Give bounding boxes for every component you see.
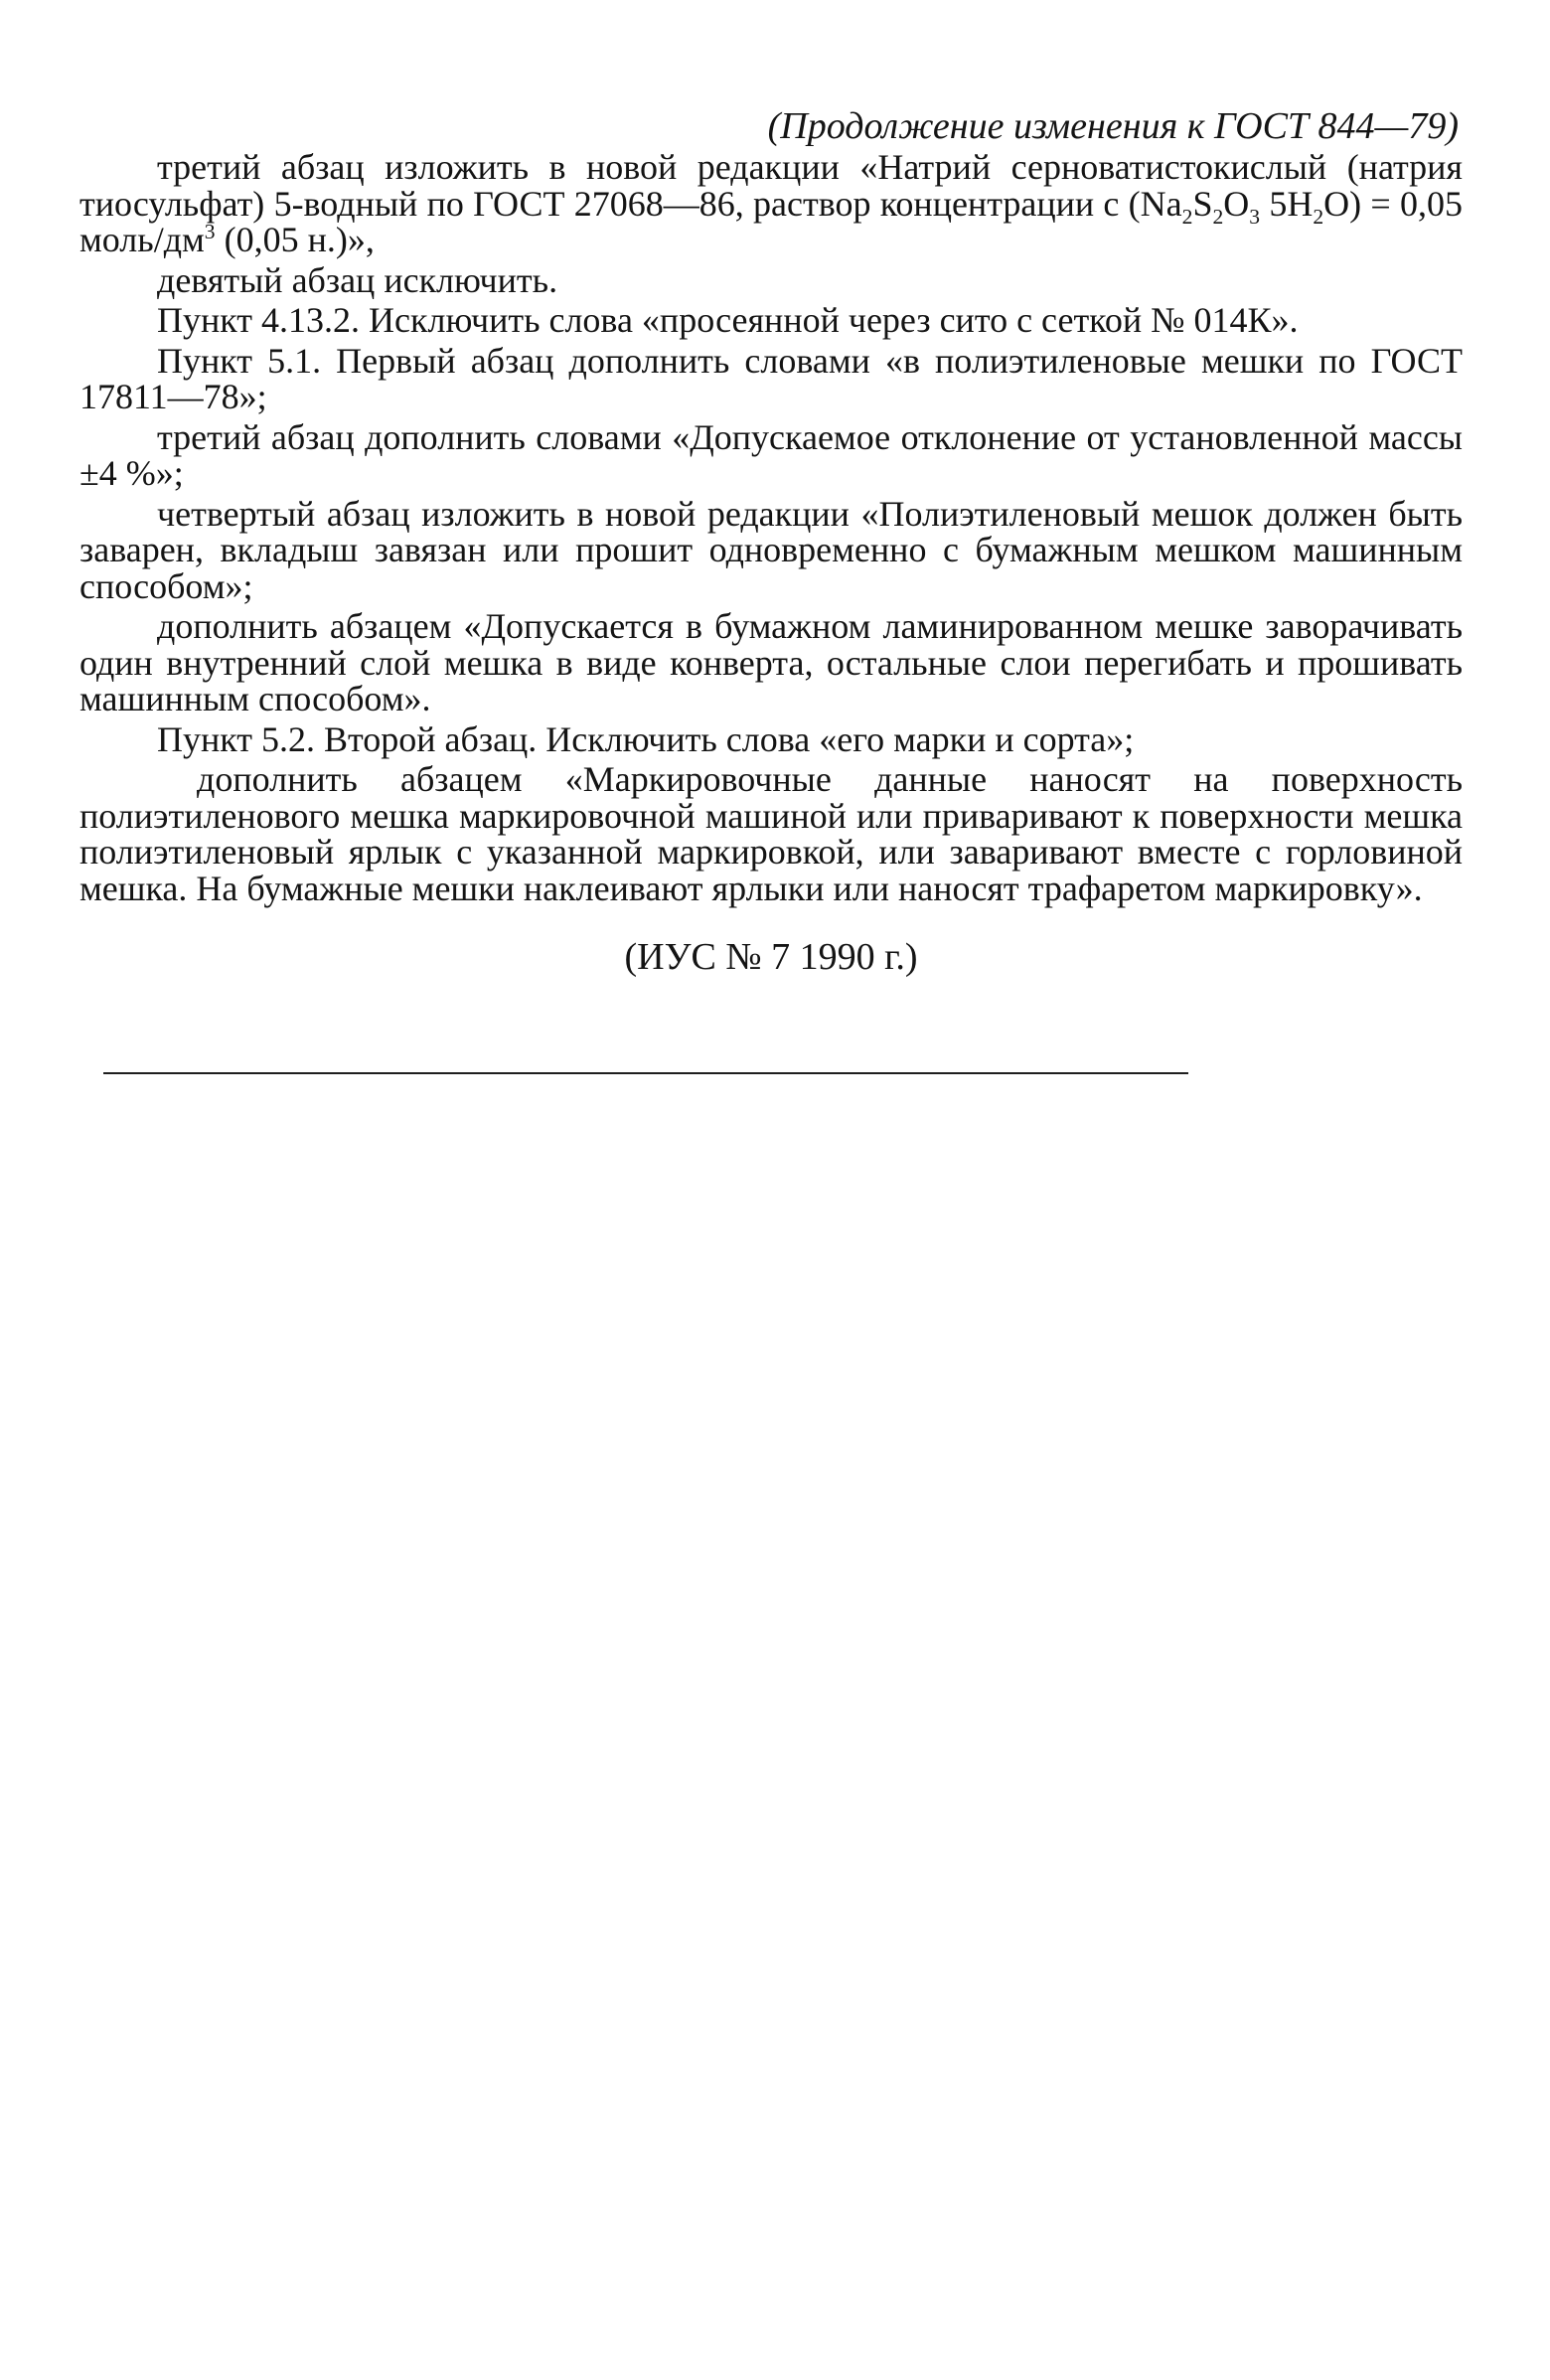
paragraph-item-5-2: Пункт 5.2. Второй абзац. Исключить слова «его марки и сорта»; (157, 718, 1135, 759)
paragraph-ninth-abzac: девятый абзац исключить. (157, 259, 558, 300)
paragraph-supplement-marking: дополнить абзацем «Маркировочные данные наносят на поверхность полиэтиленового мешка маркировочной машиной или приваривают к поверхности мешка полиэтиленовый ярлык с указанной маркировкой, или заваривают вместе с горловиной мешка. На бумажные мешки наклеивают ярлыки или наносят трафаретом маркировку». (79, 759, 1463, 908)
paragraph-item-4-13-2: Пункт 4.13.2. Исключить слова «просеянной через сито с сеткой № 014К». (157, 300, 1299, 340)
paragraph-third-abzac-mass: третий абзац дополнить словами «Допускаемое отклонение от установленной массы ±4 %»; (79, 416, 1463, 493)
paragraph-fourth-abzac: четвертый абзац изложить в новой редакции «Полиэтиленовый мешок должен быть заварен, вкладыш завязан или прошит одновременно с бумажным мешком машинным способом»; (79, 493, 1463, 606)
paragraph-supplement-envelope: дополнить абзацем «Допускается в бумажном ламинированном мешке заворачивать один внутренний слой мешка в виде конверта, остальные слои перегибать и прошивать машинным способом». (79, 606, 1463, 718)
document-header: (Продолжение изменения к ГОСТ 844—79) (767, 105, 1459, 147)
paragraph-item-5-1: Пункт 5.1. Первый абзац дополнить словами «в полиэтиленовые мешки по ГОСТ 17811—78»; (79, 340, 1463, 416)
document-page (79, 103, 1463, 980)
source-reference: (ИУС № 7 1990 г.) (624, 936, 918, 978)
paragraph-third-abzac: третий абзац изложить в новой редакции «Натрий серноватистокислый (натрия тиосульфат) 5-водный по ГОСТ 27068—86, раствор концентрации с ($Na_2S_2O_3$ $5H_2O) = 0,05$ моль/$дм^3$ (0,05 н.)», (79, 147, 1464, 259)
horizontal-rule (103, 1072, 1188, 1074)
